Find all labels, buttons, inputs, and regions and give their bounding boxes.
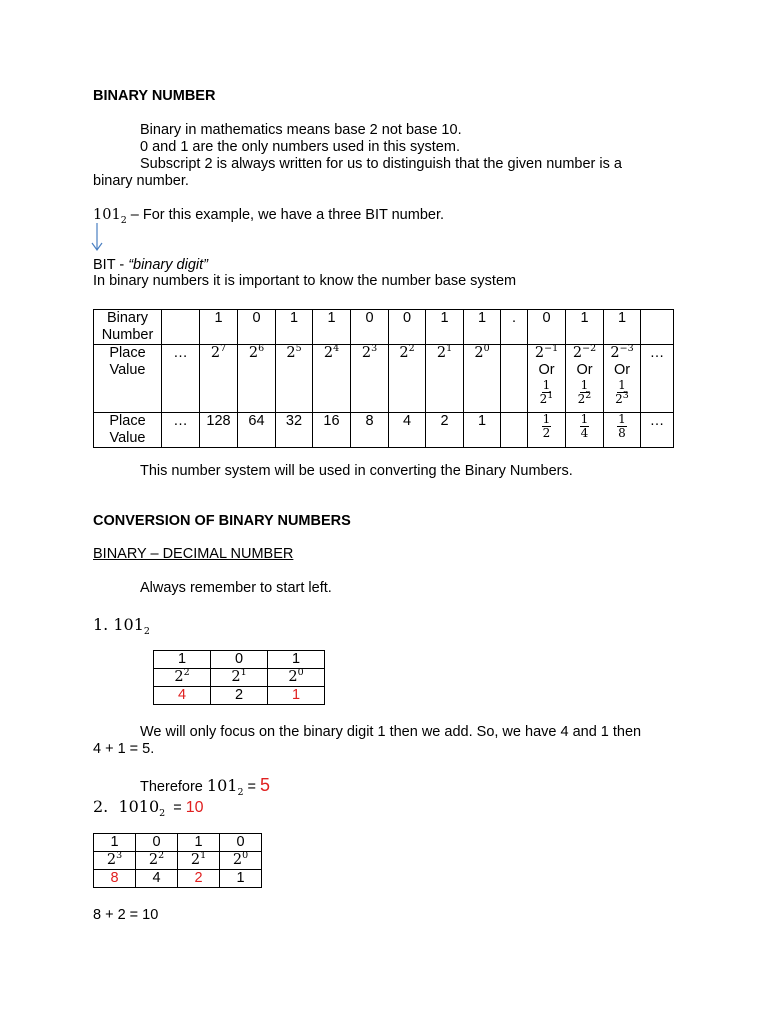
digit-cell: 0: [528, 310, 566, 345]
digit-cell: 0: [351, 310, 389, 345]
example-text: – For this example, we have a three BIT number.: [126, 207, 445, 223]
down-arrow-icon: [89, 222, 105, 252]
row-label: Place Value: [94, 345, 162, 413]
digit-cell: 1: [154, 651, 211, 669]
table-row: [94, 413, 674, 448]
power-cell: $2^2$: [389, 345, 426, 413]
value-cell: 8: [94, 870, 136, 888]
paragraph-line: Always remember to start left.: [140, 580, 332, 596]
example-1-label: 1. $101_2$: [93, 615, 150, 638]
value-cell: 1: [464, 413, 501, 448]
table-cell: [501, 345, 528, 413]
example-2-table: [93, 833, 262, 888]
digit-cell: 1: [604, 310, 641, 345]
ellipsis-cell: …: [162, 413, 200, 448]
table-row: [154, 669, 325, 687]
paragraph-line: We will only focus on the binary digit 1 then we add. So, we have 4 and 1 then: [140, 724, 642, 740]
fraction-cell: $\frac{1}{2}$: [528, 413, 566, 448]
digit-cell: 1: [426, 310, 464, 345]
power-cell: $2^0$: [220, 852, 262, 870]
table-row: [154, 651, 325, 669]
digit-cell: 1: [313, 310, 351, 345]
value-cell: 32: [276, 413, 313, 448]
paragraph-line: Binary in mathematics means base 2 not base 10.: [140, 122, 462, 138]
example-number: 101: [93, 207, 121, 223]
table-row: [94, 870, 262, 888]
table-row: [154, 687, 325, 705]
row-label: Place Value: [94, 413, 162, 448]
section-heading-conversion: CONVERSION OF BINARY NUMBERS: [93, 513, 351, 529]
bit-label: BIT -: [93, 257, 129, 273]
table-cell: [641, 310, 674, 345]
section-heading-binary-number: BINARY NUMBER: [93, 88, 216, 104]
power-cell: $2^2$: [136, 852, 178, 870]
digit-cell: 1: [276, 310, 313, 345]
value-cell: 128: [200, 413, 238, 448]
value-cell: 2: [426, 413, 464, 448]
paragraph-line: binary number.: [93, 173, 189, 189]
power-cell: $2^6$: [238, 345, 276, 413]
table-row: [94, 834, 262, 852]
power-cell: $2^4$: [313, 345, 351, 413]
paragraph-line: Subscript 2 is always written for us to distinguish that the given number is a: [140, 156, 622, 172]
place-value-table: [93, 309, 674, 448]
digit-cell: 0: [389, 310, 426, 345]
power-cell: $2^3$: [351, 345, 389, 413]
value-cell: 1: [220, 870, 262, 888]
digit-cell: 0: [136, 834, 178, 852]
digit-cell: 0: [238, 310, 276, 345]
power-cell: $2^2$: [154, 669, 211, 687]
example-1-result: Therefore $101_2 = 5$: [140, 775, 271, 798]
ellipsis-cell: …: [641, 345, 674, 413]
negative-power-cell: $2^{-1}$ Or $\frac{1}{2^1}$: [528, 345, 566, 413]
power-cell: $2^1$: [178, 852, 220, 870]
digit-cell: 0: [211, 651, 268, 669]
table-row: [94, 852, 262, 870]
table-cell: [162, 310, 200, 345]
digit-cell: 0: [220, 834, 262, 852]
value-cell: 8: [351, 413, 389, 448]
value-cell: 64: [238, 413, 276, 448]
negative-power-cell: $2^{-2}$ Or $\frac{1}{2^2}$: [566, 345, 604, 413]
paragraph-line: In binary numbers it is important to know the number base system: [93, 273, 517, 289]
subheading-binary-decimal: BINARY – DECIMAL NUMBER: [93, 546, 294, 562]
example-2-sum: 8 + 2 = 10: [93, 907, 159, 923]
paragraph-line: 4 + 1 = 5.: [93, 741, 155, 757]
value-cell: 2: [178, 870, 220, 888]
table-row: [94, 345, 674, 413]
value-cell: 4: [154, 687, 211, 705]
digit-cell: 1: [464, 310, 501, 345]
paragraph-line: This number system will be used in converting the Binary Numbers.: [140, 463, 573, 479]
digit-cell: 1: [566, 310, 604, 345]
example-1-table: [153, 650, 325, 705]
example-line: [93, 207, 445, 226]
digit-cell: 1: [94, 834, 136, 852]
power-cell: $2^0$: [268, 669, 325, 687]
example-2-label: 2. $1010_2 = 10$: [93, 797, 204, 819]
table-row: [94, 310, 674, 345]
fraction-cell: $\frac{1}{4}$: [566, 413, 604, 448]
ellipsis-cell: …: [641, 413, 674, 448]
digit-cell: 1: [200, 310, 238, 345]
table-cell: [501, 413, 528, 448]
power-cell: $2^0$: [464, 345, 501, 413]
value-cell: 2: [211, 687, 268, 705]
digit-cell: 1: [268, 651, 325, 669]
row-label: Binary Number: [94, 310, 162, 345]
digit-cell: 1: [178, 834, 220, 852]
negative-power-cell: $2^{-3}$ Or $\frac{1}{2^3}$: [604, 345, 641, 413]
power-cell: $2^1$: [211, 669, 268, 687]
binary-point-cell: .: [501, 310, 528, 345]
power-cell: $2^1$: [426, 345, 464, 413]
fraction-cell: $\frac{1}{8}$: [604, 413, 641, 448]
bit-definition: [93, 257, 208, 273]
example-subscript: 2: [120, 214, 127, 226]
power-cell: $2^3$: [94, 852, 136, 870]
value-cell: 4: [136, 870, 178, 888]
value-cell: 16: [313, 413, 351, 448]
ellipsis-cell: …: [162, 345, 200, 413]
value-cell: 4: [389, 413, 426, 448]
value-cell: 1: [268, 687, 325, 705]
bit-meaning: “binary digit”: [128, 257, 208, 273]
power-cell: $2^7$: [200, 345, 238, 413]
power-cell: $2^5$: [276, 345, 313, 413]
paragraph-line: 0 and 1 are the only numbers used in this system.: [140, 139, 460, 155]
